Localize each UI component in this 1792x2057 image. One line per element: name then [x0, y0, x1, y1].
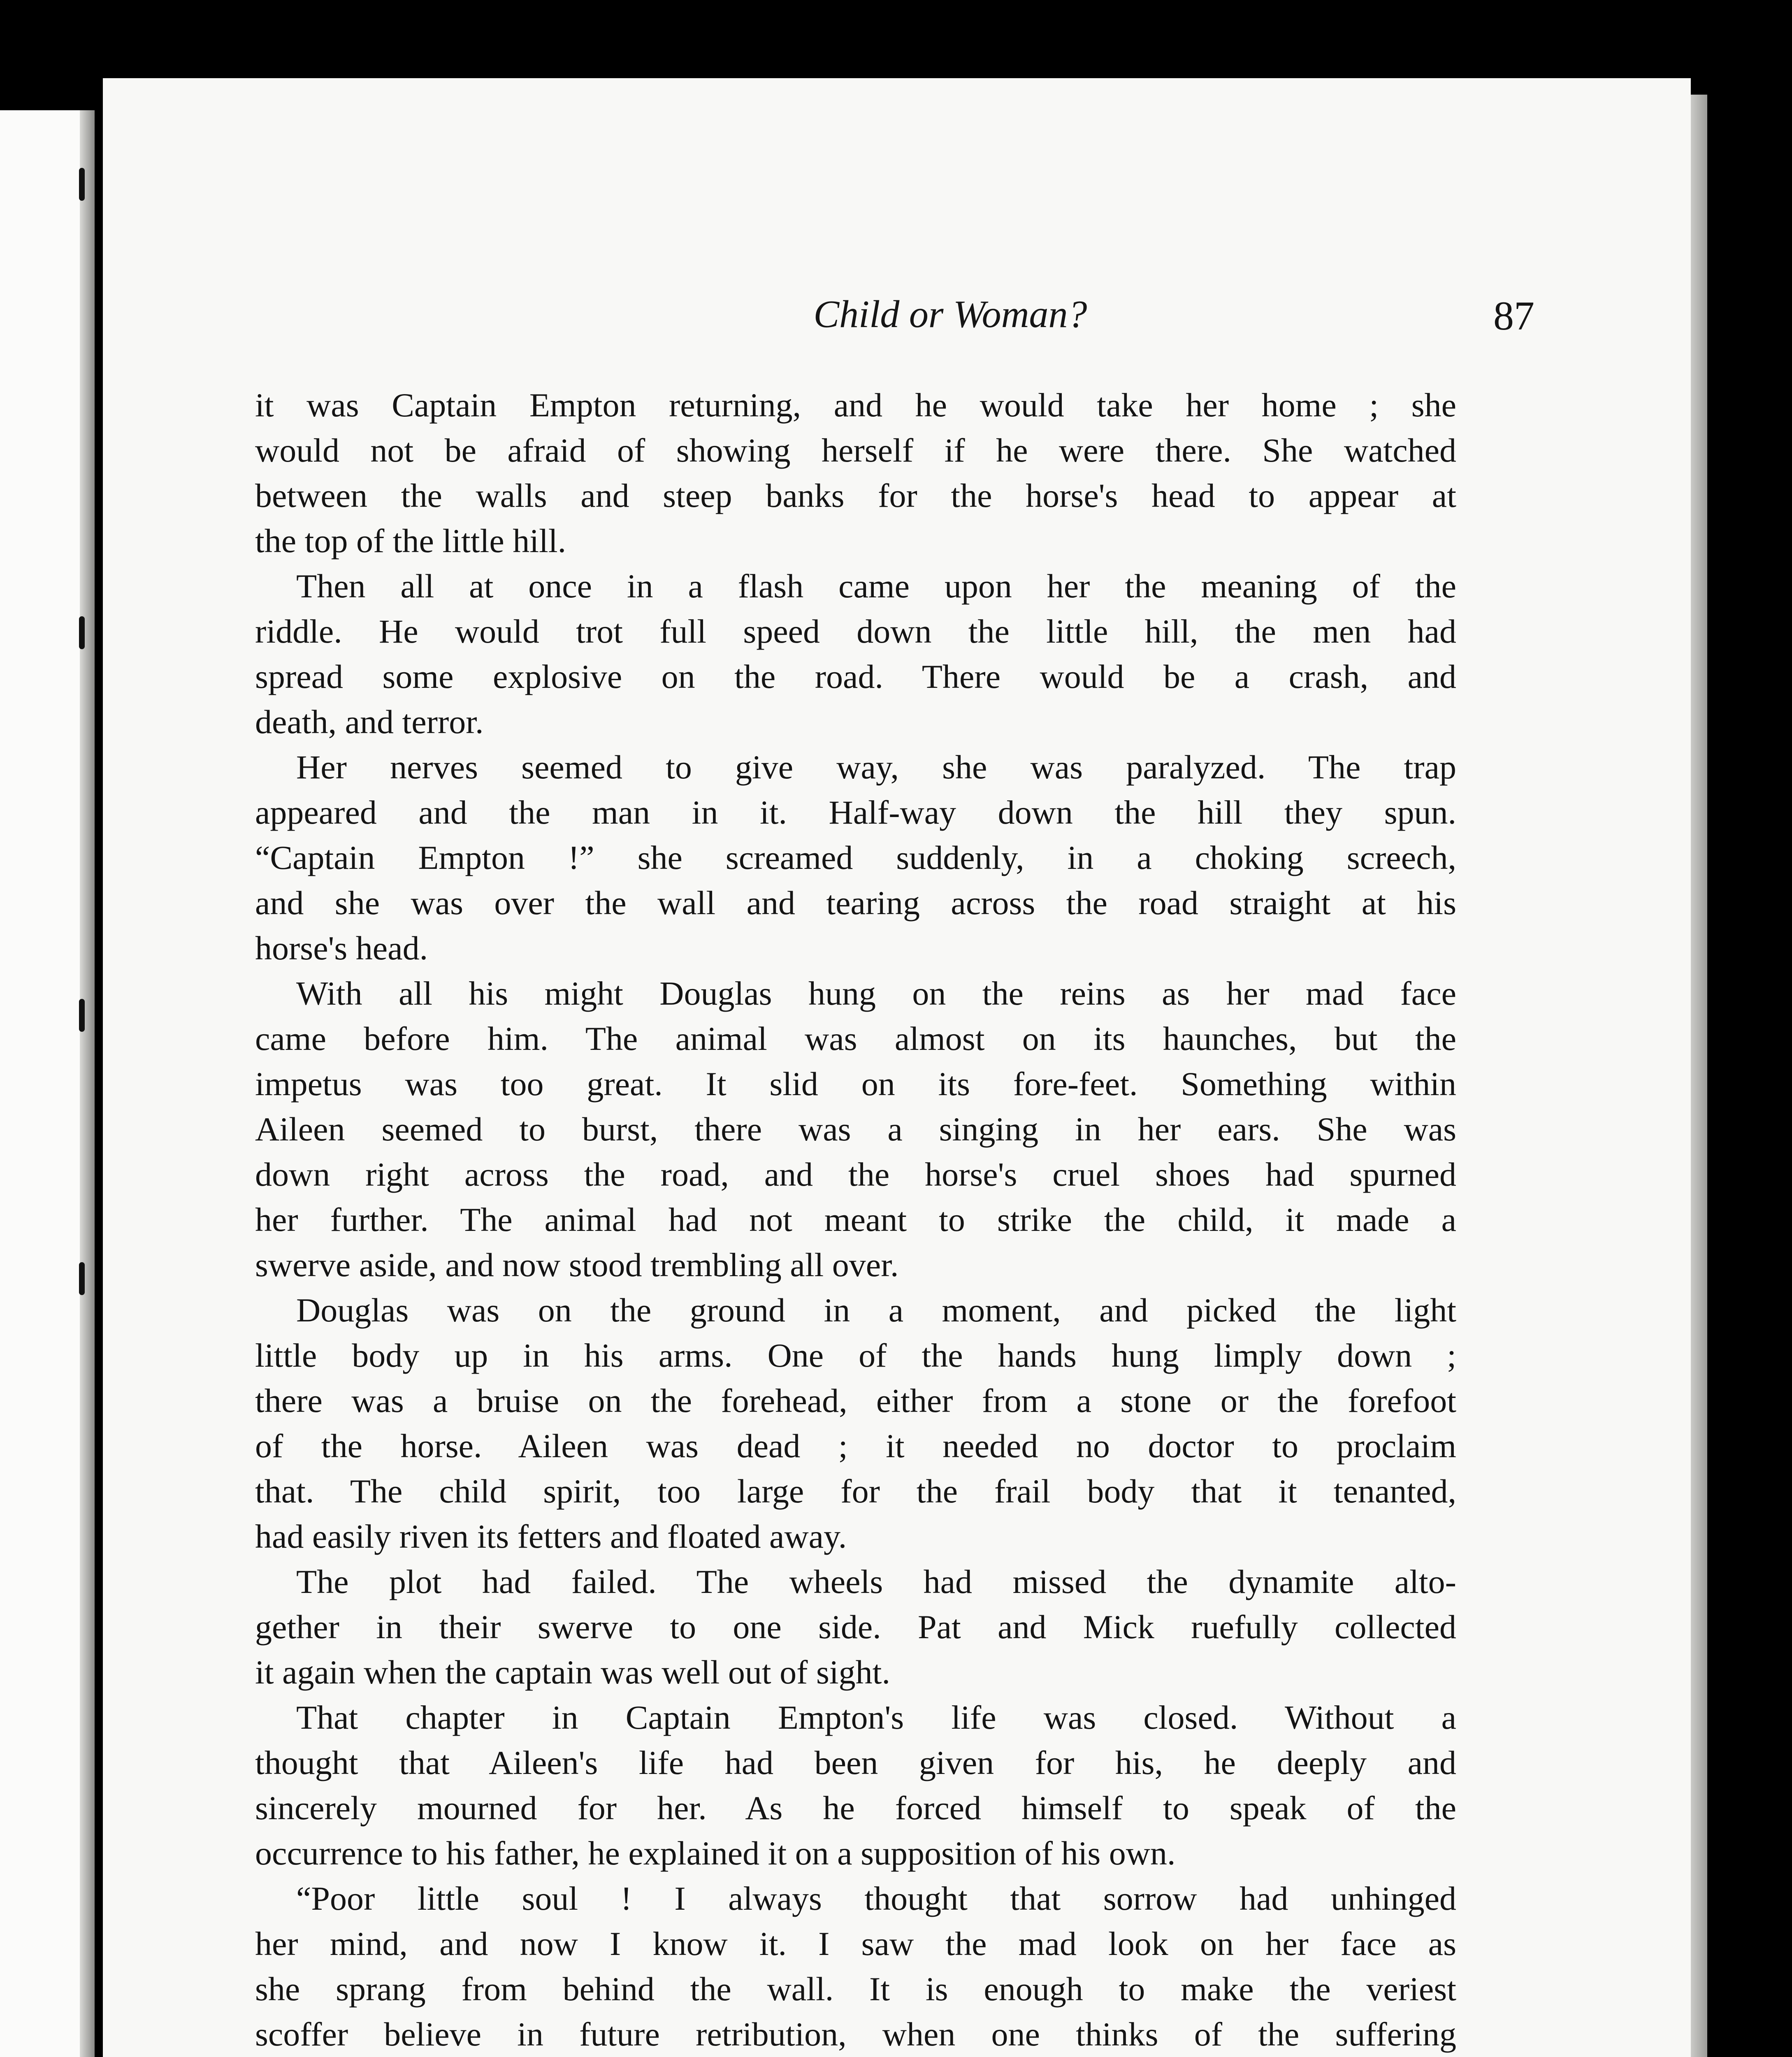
- binding-mark: [79, 616, 85, 649]
- paragraph: [255, 1288, 1456, 1559]
- text-line: death, and terror.: [255, 703, 484, 741]
- text-line: “Captain Empton !” she screamed suddenly, in a choking screech,: [255, 839, 1456, 876]
- book-page: [103, 78, 1691, 2057]
- paragraph: [255, 1559, 1456, 1695]
- text-line: between the walls and steep banks for the horse's head to appear at: [255, 477, 1456, 514]
- text-line: occurrence to his father, he explained it on a supposition of his own.: [255, 1834, 1176, 1872]
- text-line: “Poor little soul ! I always thought that sorrow had unhinged: [296, 1880, 1456, 1917]
- binding-mark: [79, 168, 85, 201]
- text-line: had easily riven its fetters and floated away.: [255, 1518, 847, 1555]
- text-line: down right across the road, and the horse's cruel shoes had spurned: [255, 1156, 1456, 1193]
- running-title: Child or Woman?: [813, 293, 1087, 336]
- text-line: Her nerves seemed to give way, she was paralyzed. The trap: [296, 748, 1456, 786]
- text-line: riddle. He would trot full speed down the little hill, the men had: [255, 613, 1456, 650]
- text-line: appeared and the man in it. Half-way down the hill they spun.: [255, 794, 1456, 831]
- paragraph: [255, 383, 1456, 564]
- text-line: Then all at once in a flash came upon her the meaning of the: [296, 567, 1456, 605]
- text-line: there was a bruise on the forehead, either from a stone or the forefoot: [255, 1382, 1456, 1419]
- text-line: her mind, and now I know it. I saw the mad look on her face as: [255, 1925, 1456, 1962]
- facing-page-edge: [0, 110, 95, 2057]
- text-line: impetus was too great. It slid on its fore-feet. Something within: [255, 1065, 1456, 1103]
- text-line: that. The child spirit, too large for the frail body that it tenanted,: [255, 1472, 1456, 1510]
- text-line: horse's head.: [255, 929, 428, 967]
- text-line: sincerely mourned for her. As he forced himself to speak of the: [255, 1789, 1456, 1827]
- paragraph: [255, 564, 1456, 745]
- text-line: Aileen seemed to burst, there was a singing in her ears. She was: [255, 1110, 1456, 1148]
- text-line: would not be afraid of showing herself if he were there. She watched: [255, 432, 1456, 469]
- paragraph: [255, 971, 1456, 1288]
- text-line: and she was over the wall and tearing across the road straight at his: [255, 884, 1456, 922]
- text-line: it again when the captain was well out of sight.: [255, 1653, 890, 1691]
- text-line: thought that Aileen's life had been given for his, he deeply and: [255, 1744, 1456, 1781]
- page-number: 87: [1493, 293, 1534, 339]
- text-line: That chapter in Captain Empton's life was closed. Without a: [296, 1699, 1456, 1736]
- page-header: [103, 292, 1691, 354]
- paragraph: [255, 1876, 1456, 2057]
- text-line: it was Captain Empton returning, and he would take her home ; she: [255, 386, 1456, 424]
- text-line: of the horse. Aileen was dead ; it needed no doctor to proclaim: [255, 1427, 1456, 1465]
- text-line: the top of the little hill.: [255, 522, 566, 560]
- text-line: The plot had failed. The wheels had missed the dynamite alto-: [296, 1563, 1456, 1600]
- text-line: scoffer believe in future retribution, when one thinks of the suffering: [255, 2015, 1456, 2053]
- text-line: little body up in his arms. One of the hands hung limply down ;: [255, 1337, 1456, 1374]
- text-line: came before him. The animal was almost on its haunches, but the: [255, 1020, 1456, 1057]
- text-line: her further. The animal had not meant to strike the child, it made a: [255, 1201, 1456, 1238]
- text-line: With all his might Douglas hung on the reins as her mad face: [296, 975, 1456, 1012]
- paragraph: [255, 745, 1456, 971]
- body-text: [255, 383, 1456, 2057]
- gutter-shadow: [80, 110, 95, 2057]
- binding-mark: [79, 1262, 85, 1295]
- text-line: swerve aside, and now stood trembling all over.: [255, 1246, 899, 1284]
- text-line: Douglas was on the ground in a moment, and picked the light: [296, 1291, 1456, 1329]
- paragraph: [255, 1695, 1456, 1876]
- text-line: spread some explosive on the road. There would be a crash, and: [255, 658, 1456, 695]
- binding-mark: [79, 999, 85, 1032]
- text-line: she sprang from behind the wall. It is enough to make the veriest: [255, 1970, 1456, 2008]
- text-line: gether in their swerve to one side. Pat and Mick ruefully collected: [255, 1608, 1456, 1646]
